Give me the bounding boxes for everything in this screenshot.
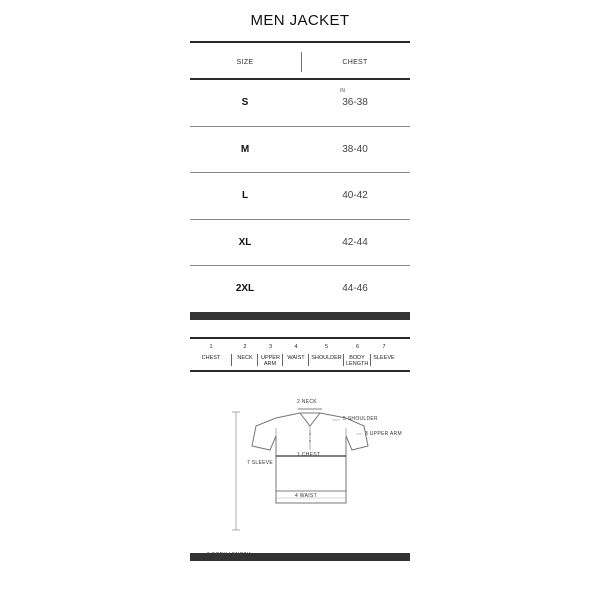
- size-cell: XL: [238, 237, 252, 248]
- neck-label: 2 NECK: [297, 399, 317, 405]
- shoulder-label: 5 SHOULDER: [343, 416, 378, 422]
- unit-label: IN: [340, 88, 345, 94]
- legend-item: [283, 340, 309, 372]
- legend-item: [344, 340, 371, 372]
- legend-number: 3: [268, 344, 273, 350]
- shirt-diagram: [190, 380, 410, 550]
- legend-label: SHOULDER: [311, 355, 342, 361]
- sleeve-label: 7 SLEEVE: [247, 460, 274, 466]
- table-row: [190, 127, 410, 173]
- size-cell: 2XL: [235, 283, 255, 294]
- size-cell: L: [241, 190, 249, 201]
- size-cell: S: [241, 97, 249, 108]
- legend-bottom-rule: [190, 370, 410, 372]
- table-row: [190, 173, 410, 219]
- collar-line: [300, 413, 320, 426]
- waist-label: 4 WAIST: [295, 493, 317, 499]
- legend-item: [309, 340, 344, 372]
- legend-label: BODY LENGTH: [346, 355, 369, 367]
- chest-cell: 38-40: [342, 144, 368, 155]
- size-cell: M: [240, 144, 250, 155]
- table-row: [190, 266, 410, 312]
- legend-label: NECK: [237, 355, 253, 361]
- page-bottom-bar: [190, 553, 410, 561]
- upper-arm-label: 3 UPPER ARM: [365, 431, 402, 437]
- legend-number: 1: [209, 344, 213, 350]
- legend-item: [190, 340, 232, 372]
- legend-item: [258, 340, 283, 372]
- chest-cell: 44-46: [342, 283, 368, 294]
- chest-cell: 42-44: [342, 237, 368, 248]
- chest-cell: 40-42: [342, 190, 368, 201]
- legend-number: 4: [294, 344, 298, 350]
- legend-label: SLEEVE: [373, 355, 395, 361]
- measurement-legend: [190, 340, 410, 372]
- chest-label: 1 CHEST: [297, 452, 321, 458]
- table-top-rule: [190, 41, 410, 43]
- legend-label: CHEST: [201, 355, 221, 361]
- legend-item: [232, 340, 258, 372]
- chest-cell: 36-38: [342, 97, 368, 108]
- button-mark: [309, 433, 311, 435]
- legend-number: 5: [324, 344, 329, 350]
- button-mark: [309, 440, 311, 442]
- legend-number: 2: [243, 344, 247, 350]
- table-row: [190, 220, 410, 266]
- table-bottom-bar: [190, 312, 410, 320]
- header-size: SIZE: [236, 59, 254, 66]
- header-chest: CHEST: [342, 59, 368, 66]
- measurement-diagram: [190, 380, 410, 550]
- legend-top-rule: [190, 337, 410, 339]
- legend-label: WAIST: [287, 355, 305, 361]
- legend-number: 6: [355, 344, 360, 350]
- table-row: [190, 80, 410, 126]
- table-header: [190, 50, 410, 76]
- page-title: MEN JACKET: [250, 12, 350, 29]
- legend-item: [371, 340, 397, 372]
- legend-number: 7: [382, 344, 386, 350]
- legend-label: UPPER ARM: [261, 355, 280, 367]
